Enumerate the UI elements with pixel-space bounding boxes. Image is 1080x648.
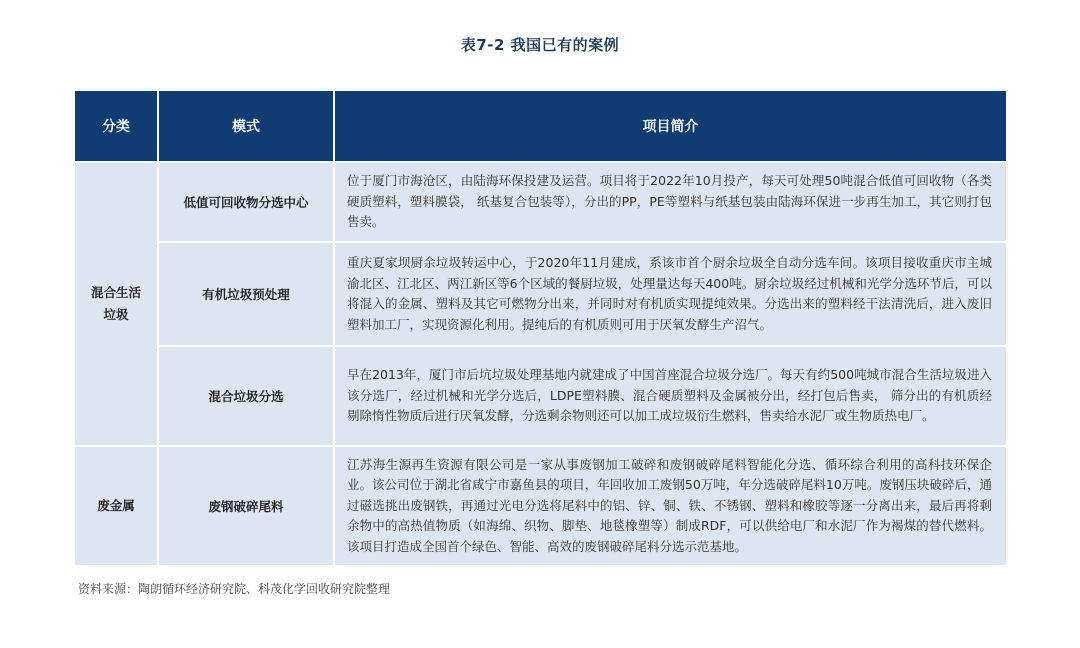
table-row — [75, 346, 1006, 446]
source-note: 资料来源：陶朗循环经济研究院、科茂化学回收研究院整理 — [78, 582, 391, 596]
header-description: 项目简介 — [334, 91, 1006, 162]
category-label: 混合生活垃圾 — [90, 285, 141, 322]
category-cell — [75, 446, 158, 566]
table-row — [75, 446, 1006, 566]
category-label: 废金属 — [97, 498, 135, 513]
description-cell: 江苏海生源再生资源有限公司是一家从事废钢加工破碎和废钢破碎尾料智能化分选、循环综合利用的高科技环保企业。该公司位于湖北省咸宁市嘉鱼县的项目，年回收加工废钢50万吨，年分选破碎尾料10万吨。废钢压块破碎后，通过磁选挑出废钢铁，再通过光电分选将尾料中的铝、锌、铜、铁、不锈钢、塑料和橡胶等逐一分离出来，最后再将剩余物中的高热值物质（如海绵、织物、脚垫、地毯橡塑等）制成RDF，可以供给电厂和水泥厂作为褐煤的替代燃料。该项目打造成全国首个绿色、智能、高效的废钢破碎尾料分选示范基地。 — [334, 446, 1006, 566]
category-cell — [75, 162, 158, 446]
description-cell: 重庆夏家坝厨余垃圾转运中心，于2020年11月建成，系该市首个厨余垃圾全自动分选车间。该项目接收重庆市主城渝北区、江北区、两江新区等6个区域的餐厨垃圾，处理量达每天400吨。厨余垃圾经过机械和光学分选环节后，可以将混入的金属、塑料及其它可燃物分出来，并同时对有机质实现提纯效果。分选出来的塑料经干法清洗后，进入废旧塑料加工厂，实现资源化利用。提纯后的有机质则可用于厌氧发酵生产沼气。 — [334, 242, 1006, 346]
description-cell: 位于厦门市海沧区，由陆海环保投建及运营。项目将于2022年10月投产，每天可处理50吨混合低值可回收物（各类硬质塑料，塑料膜袋， 纸基复合包装等），分出的PP，PE等塑料与纸基包装由陆海环保进一步再生加工，其它则打包售卖。 — [334, 162, 1006, 242]
header-mode: 模式 — [158, 91, 334, 162]
table-title: 表7-2 我国已有的案例 — [460, 36, 620, 54]
table-row — [75, 162, 1006, 242]
mode-cell: 废钢破碎尾料 — [158, 446, 334, 566]
description-cell: 早在2013年，厦门市后坑垃圾处理基地内就建成了中国首座混合垃圾分选厂。每天有约500吨城市混合生活垃圾进入该分选厂，经过机械和光学分选后，LDPE塑料膜、混合硬质塑料及金属被分出，经打包后售卖， 筛分出的有机质经剔除惰性物质后进行厌氧发酵，分选剩余物则还可以加工成垃圾衍生燃料，售卖给水泥厂或生物质热电厂。 — [334, 346, 1006, 446]
table-row — [75, 242, 1006, 346]
mode-cell: 低值可回收物分选中心 — [158, 162, 334, 242]
header-row — [75, 91, 1006, 162]
cases-table — [75, 91, 1006, 567]
mode-cell: 有机垃圾预处理 — [158, 242, 334, 346]
mode-cell: 混合垃圾分选 — [158, 346, 334, 446]
header-category: 分类 — [75, 91, 158, 162]
